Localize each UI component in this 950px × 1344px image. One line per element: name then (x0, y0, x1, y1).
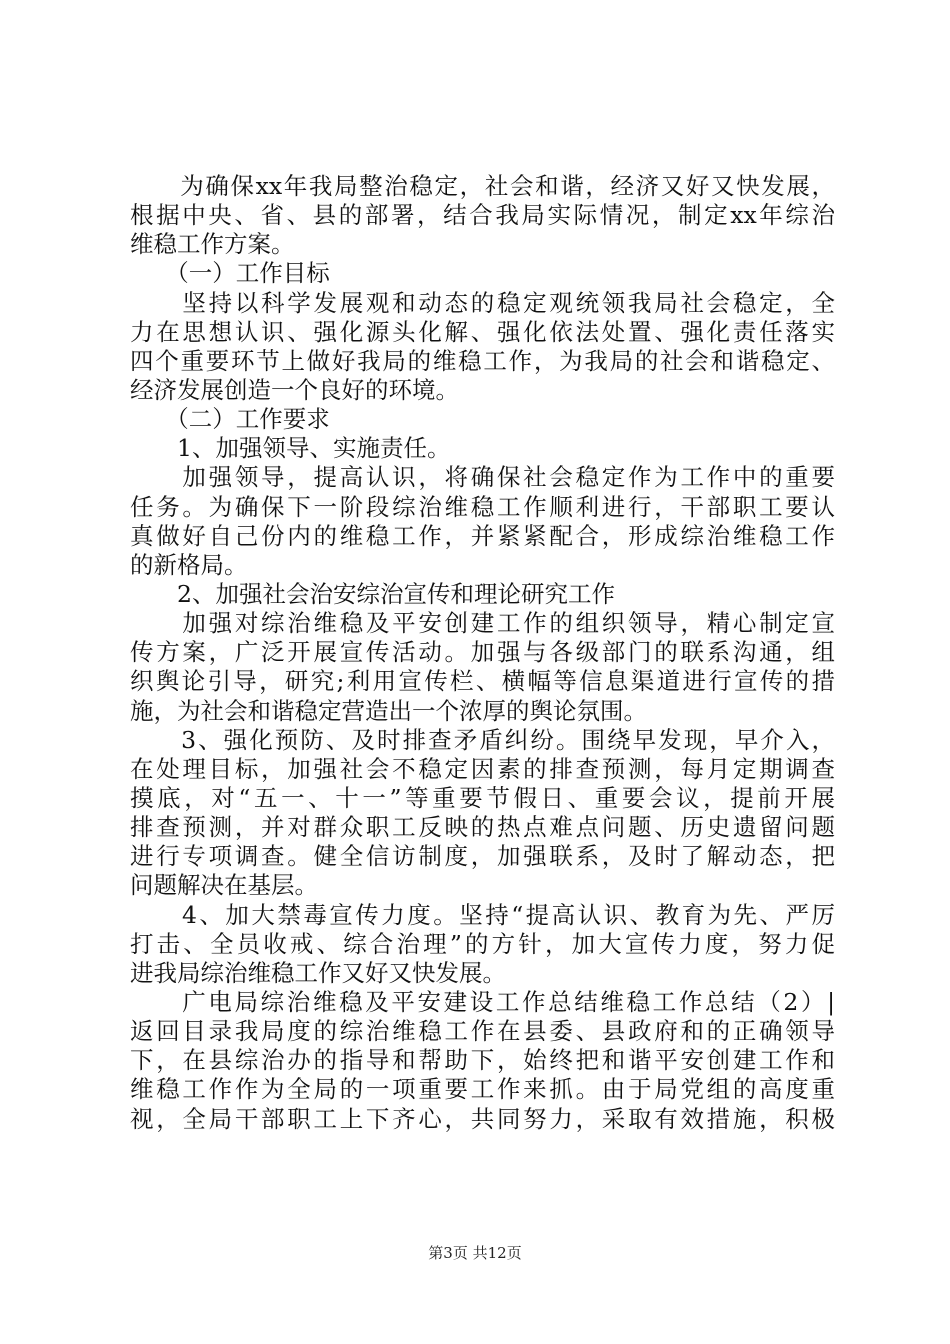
text-line: 传方案，广泛开展宣传活动。加强与各级部门的联系沟通，组 (130, 638, 835, 667)
text-line: （一）工作目标 (130, 259, 330, 288)
document-body (130, 172, 835, 1134)
text-line: 的新格局。 (130, 550, 248, 579)
text-line: 经济发展创造一个良好的环境。 (130, 375, 459, 404)
text-line: 力在思想认识、强化源头化解、强化依法处置、强化责任落实 (130, 317, 835, 346)
text-line: 视，全局干部职工上下齐心，共同努力，采取有效措施，积极 (130, 1104, 835, 1133)
text-line: 进行专项调查。健全信访制度，加强联系，及时了解动态，把 (130, 842, 835, 871)
text-line: 施，为社会和谐稳定营造出一个浓厚的舆论氛围。 (130, 696, 647, 725)
text-line: 3、强化预防、及时排查矛盾纠纷。围绕早发现，早介入， (130, 725, 835, 754)
text-line: 摸底，对“五一、十一”等重要节假日、重要会议，提前开展 (130, 783, 835, 812)
text-line: 根据中央、省、县的部署，结合我局实际情况，制定xx年综治 (130, 201, 835, 230)
text-line: 任务。为确保下一阶段综治维稳工作顺利进行，干部职工要认 (130, 492, 835, 521)
text-line: 为确保xx年我局整治稳定，社会和谐，经济又好又快发展， (130, 172, 835, 200)
text-line: 排查预测，并对群众职工反映的热点难点问题、历史遗留问题 (130, 813, 835, 842)
text-line: 维稳工作方案。 (130, 230, 295, 259)
text-line: 织舆论引导，研究;利用宣传栏、横幅等信息渠道进行宣传的措 (130, 667, 835, 696)
text-line: （二）工作要求 (130, 405, 330, 434)
text-line: 加强领导，提高认识，将确保社会稳定作为工作中的重要 (130, 463, 835, 492)
text-line: 在处理目标，加强社会不稳定因素的排查预测，每月定期调查 (130, 754, 835, 783)
text-line: 打击、全员收戒、综合治理”的方针，加大宣传力度，努力促 (130, 929, 835, 958)
text-line: 广电局综治维稳及平安建设工作总结维稳工作总结（2）| (130, 987, 835, 1016)
text-line: 真做好自己份内的维稳工作，并紧紧配合，形成综治维稳工作 (130, 521, 835, 550)
page-footer: 第3页 共12页 (428, 1244, 522, 1262)
text-line: 1、加强领导、实施责任。 (130, 434, 451, 463)
text-line: 维稳工作作为全局的一项重要工作来抓。由于局党组的高度重 (130, 1075, 835, 1104)
text-line: 四个重要环节上做好我局的维稳工作，为我局的社会和谐稳定、 (130, 346, 835, 375)
text-line: 返回目录我局度的综治维稳工作在县委、县政府和的正确领导 (130, 1017, 835, 1046)
text-line: 下，在县综治办的指导和帮助下，始终把和谐平安创建工作和 (130, 1046, 835, 1075)
text-line: 问题解决在基层。 (130, 871, 318, 900)
text-line: 4、加大禁毒宣传力度。坚持“提高认识、教育为先、严厉 (130, 900, 835, 929)
text-line: 2、加强社会治安综治宣传和理论研究工作 (130, 579, 615, 608)
text-line: 加强对综治维稳及平安创建工作的组织领导，精心制定宣 (130, 609, 835, 638)
text-line: 坚持以科学发展观和动态的稳定观统领我局社会稳定，全 (130, 288, 835, 317)
text-line: 进我局综治维稳工作又好又快发展。 (130, 958, 506, 987)
